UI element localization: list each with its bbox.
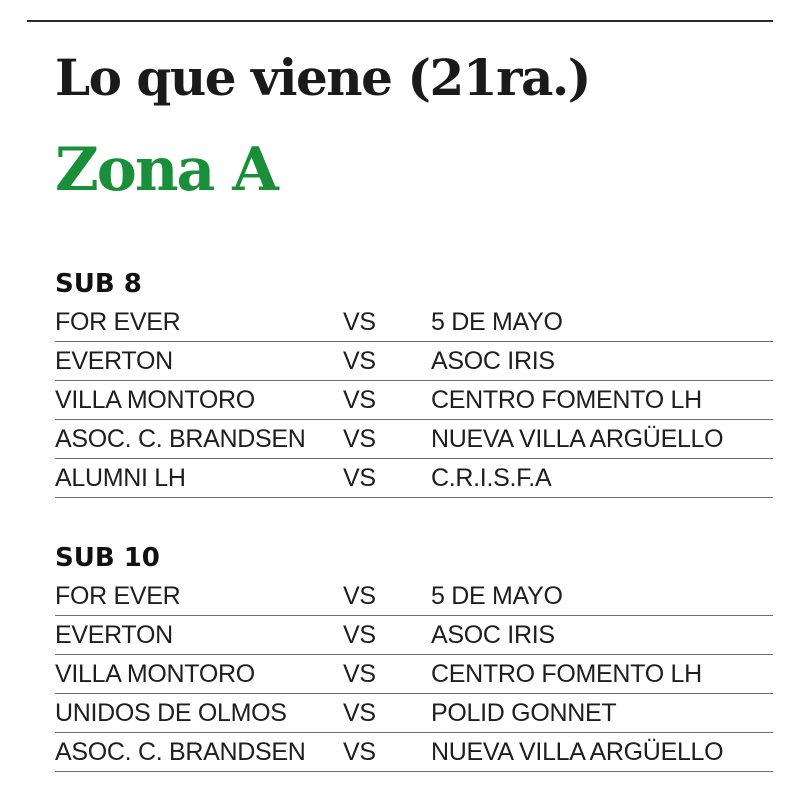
away-team: CENTRO FOMENTO LH — [431, 659, 702, 688]
versus-label: VS — [343, 659, 376, 688]
match-row — [55, 655, 773, 694]
zone-subtitle: Zona A — [55, 135, 277, 205]
versus-label: VS — [343, 424, 376, 453]
versus-label: VS — [343, 346, 376, 375]
section-title: SUB 8 — [55, 269, 142, 299]
versus-label: VS — [343, 698, 376, 727]
match-row — [55, 577, 773, 616]
match-row — [55, 420, 773, 459]
home-team: ALUMNI LH — [55, 463, 186, 492]
home-team: EVERTON — [55, 620, 173, 649]
away-team: 5 DE MAYO — [431, 581, 563, 610]
match-row — [55, 303, 773, 342]
away-team: CENTRO FOMENTO LH — [431, 385, 702, 414]
versus-label: VS — [343, 385, 376, 414]
home-team: FOR EVER — [55, 307, 181, 336]
page-title: Lo que viene (21ra.) — [55, 48, 590, 107]
away-team: ASOC IRIS — [431, 620, 555, 649]
versus-label: VS — [343, 737, 376, 766]
away-team: 5 DE MAYO — [431, 307, 563, 336]
versus-label: VS — [343, 307, 376, 336]
away-team: C.R.I.S.F.A — [431, 463, 552, 492]
top-rule — [27, 20, 773, 22]
away-team: NUEVA VILLA ARGÜELLO — [431, 424, 724, 453]
away-team: ASOC IRIS — [431, 346, 555, 375]
match-row — [55, 381, 773, 420]
match-row — [55, 694, 773, 733]
match-row — [55, 733, 773, 772]
home-team: ASOC. C. BRANDSEN — [55, 424, 306, 453]
home-team: UNIDOS DE OLMOS — [55, 698, 287, 727]
versus-label: VS — [343, 620, 376, 649]
match-row — [55, 616, 773, 655]
away-team: POLID GONNET — [431, 698, 617, 727]
home-team: FOR EVER — [55, 581, 181, 610]
fixture-section-sub10 — [55, 537, 773, 772]
home-team: ASOC. C. BRANDSEN — [55, 737, 306, 766]
home-team: VILLA MONTORO — [55, 659, 255, 688]
match-row — [55, 342, 773, 381]
home-team: VILLA MONTORO — [55, 385, 255, 414]
away-team: NUEVA VILLA ARGÜELLO — [431, 737, 724, 766]
fixture-section-sub8 — [55, 263, 773, 498]
match-row — [55, 459, 773, 498]
versus-label: VS — [343, 463, 376, 492]
section-title: SUB 10 — [55, 543, 160, 573]
versus-label: VS — [343, 581, 376, 610]
home-team: EVERTON — [55, 346, 173, 375]
